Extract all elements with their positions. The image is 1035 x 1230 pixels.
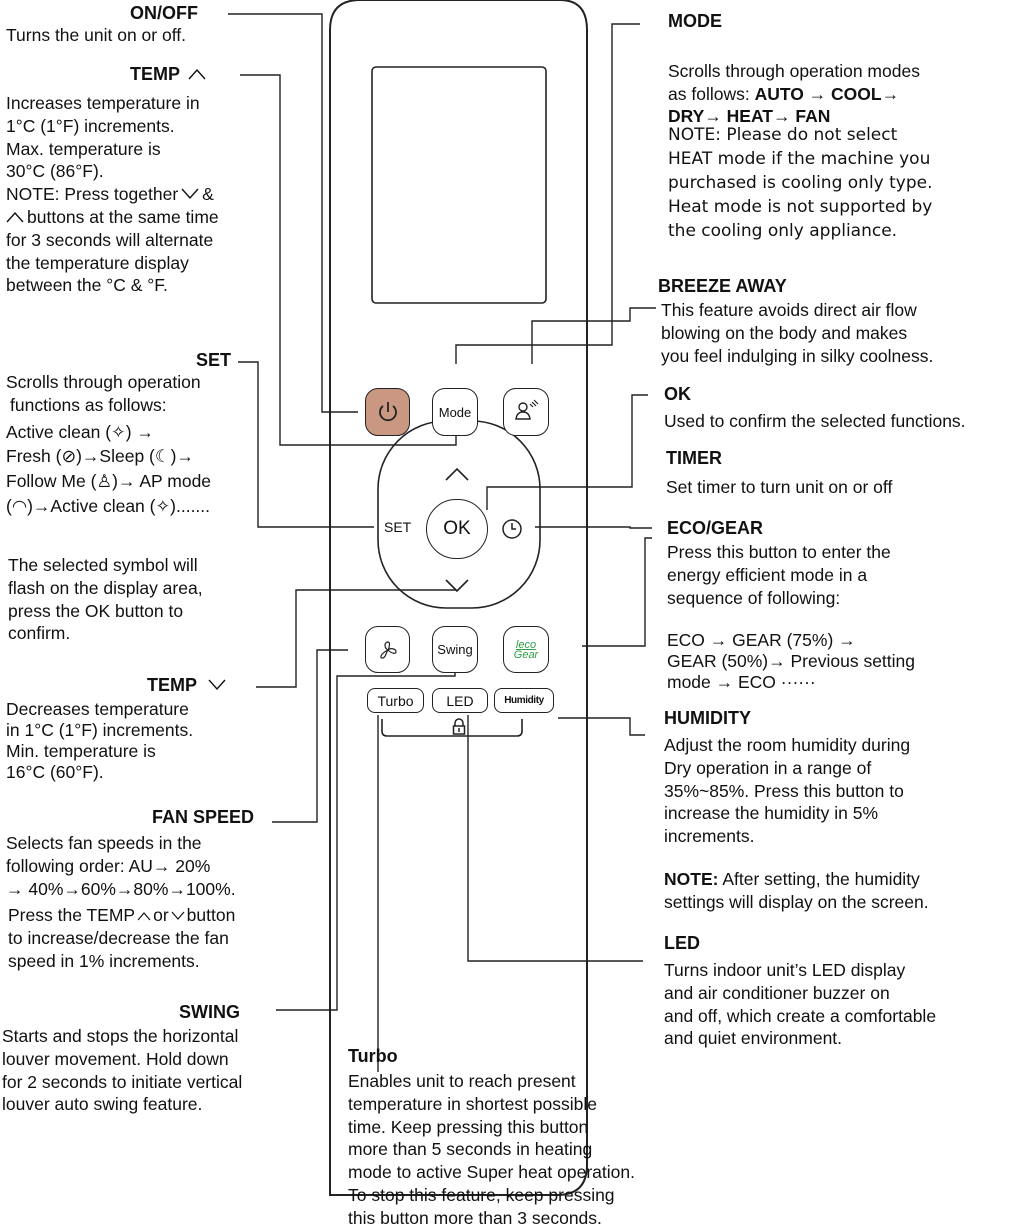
set-note: The selected symbol will flash on the display area, press the OK button to confirm.: [8, 555, 203, 644]
onoff-text: Turns the unit on or off.: [6, 25, 186, 45]
breeze-away-button[interactable]: [503, 388, 549, 436]
active-clean-icon: ✧: [111, 421, 126, 442]
breeze-text: This feature avoids direct air flow blowing on the body and makes you feel indulging in silky coolness.: [661, 300, 934, 366]
arrow-down-icon[interactable]: [444, 578, 470, 594]
timer-clock-icon[interactable]: [500, 517, 524, 541]
ok-title: OK: [664, 384, 691, 404]
mode-button[interactable]: [432, 388, 478, 436]
fan-speed-note: [8, 904, 235, 972]
set-line: (◠)→Active clean (✧).......: [6, 495, 211, 516]
temp-up-title: [130, 64, 206, 85]
mode-sequence-1: AUTO → COOL→: [754, 83, 900, 104]
arrow-up-icon: [137, 911, 151, 921]
humidity-button[interactable]: [494, 688, 554, 713]
leader-swing: [276, 668, 455, 1010]
fan-icon: [376, 638, 400, 662]
remote-body: [330, 0, 587, 1195]
temp-up-line: 30°C (86°F).: [6, 161, 104, 182]
led-button-label: LED: [446, 692, 474, 709]
temp-up-line: for 3 seconds will alternate: [6, 229, 214, 250]
onoff-title: ON/OFF: [130, 3, 198, 23]
power-button[interactable]: [365, 388, 410, 436]
arrow-up-icon: [6, 211, 24, 223]
temp-up-line: Increases temperature in: [6, 93, 200, 113]
fresh-icon: ⊘: [61, 446, 77, 467]
eco-text: Press this button to enter the energy efficient mode in a sequence of following:: [667, 542, 891, 608]
leader-mode: [456, 24, 640, 364]
breeze-away-icon: [511, 397, 541, 427]
temp-up-line: the temperature display: [6, 252, 189, 273]
set-button[interactable]: SET: [384, 519, 412, 535]
set-line: Scrolls through operation: [6, 372, 201, 392]
temp-up-line: NOTE: Press together &: [6, 184, 214, 205]
turbo-title: Turbo: [348, 1046, 398, 1066]
swing-text: Starts and stops the horizontal louver movement. Hold down for 2 seconds to initiate vertical louver auto swing feature.: [2, 1026, 243, 1115]
eco-gear-button[interactable]: [503, 626, 549, 673]
arrow-up-icon[interactable]: [444, 466, 470, 482]
mode-note: NOTE: Please do not select HEAT mode if the machine you purchased is cooling only type. Heat mode is not supported by the cooling only appliance.: [668, 125, 933, 241]
timer-title: TIMER: [666, 448, 722, 468]
arrow-down-icon: [171, 911, 185, 921]
leader-timer: [535, 527, 652, 528]
fan-speed-note-rest: to increase/decrease the fan speed in 1% increments.: [8, 927, 229, 971]
turbo-button-label: Turbo: [377, 692, 414, 709]
mode-sequence-2: DRY→ HEAT→ FAN: [668, 106, 831, 127]
set-line: functions as follows:: [10, 394, 167, 415]
ok-button-label: OK: [443, 518, 471, 539]
power-icon: [375, 399, 401, 425]
humidity-text: Adjust the room humidity during Dry operation in a range of 35%~85%. Press this button to increase the humidity in 5% increments.: [664, 735, 911, 847]
leader-temp-up: [240, 75, 456, 445]
breeze-title: BREEZE AWAY: [658, 276, 787, 296]
swing-button-label: Swing: [437, 642, 473, 657]
leader-eco: [582, 538, 652, 646]
set-text: [6, 371, 211, 518]
swing-title: SWING: [179, 1002, 240, 1022]
lock-icon: [451, 718, 467, 736]
leader-humidity: [558, 718, 645, 735]
temp-up-title-label: TEMP: [130, 64, 180, 84]
swing-button[interactable]: [432, 626, 478, 673]
humidity-button-label: Humidity: [504, 695, 544, 706]
mode-title: MODE: [668, 11, 722, 31]
timer-text: Set timer to turn unit on or off: [666, 477, 893, 497]
humidity-title: HUMIDITY: [664, 708, 751, 728]
leader-led: [468, 715, 643, 961]
temp-up-text: [6, 92, 219, 297]
led-text: Turns indoor unit’s LED display and air conditioner buzzer on and off, which create a comfortable and quiet environment.: [664, 960, 937, 1049]
eco-label: leco: [515, 638, 537, 651]
eco-sequence: ECO → GEAR (75%) → GEAR (50%)→ Previous setting mode → ECO ······: [667, 630, 916, 692]
temp-up-line: buttons at the same time: [6, 206, 219, 229]
temp-up-line: between the °C & °F.: [6, 275, 168, 296]
gear-label: Gear: [513, 648, 539, 661]
wifi-icon: ◠: [11, 495, 28, 516]
ok-text: Used to confirm the selected functions.: [664, 411, 966, 431]
set-line: Active clean (✧) →: [6, 421, 154, 442]
humidity-note-label: NOTE:: [664, 869, 719, 889]
fan-speed-note-line: Press the TEMP or button: [8, 905, 236, 925]
temp-up-line: 1°C (1°F) increments.: [6, 115, 175, 136]
humidity-note: [664, 868, 929, 914]
mode-desc: Scrolls through operation modes as follows:: [668, 60, 920, 104]
active-clean-icon: ✧: [155, 495, 171, 516]
display-window: [372, 67, 546, 303]
set-line: Fresh (⊘)→Sleep (☾)→: [6, 446, 194, 467]
led-title: LED: [664, 933, 700, 953]
turbo-text: Enables unit to reach present temperature in shortest possible time. Keep pressing this button more than 5 seconds in heating mode to active Super heat operation. To stop this feature, keep pressing this button more than 3 seconds.: [348, 1071, 635, 1228]
temp-up-line: Max. temperature is: [6, 138, 161, 159]
temp-down-title: [147, 675, 226, 696]
arrow-up-icon: [188, 68, 206, 80]
arrow-down-icon: [208, 679, 226, 691]
temp-down-title-label: TEMP: [147, 675, 197, 695]
temp-down-text: Decreases temperature in 1°C (1°F) increments. Min. temperature is 16°C (60°F).: [6, 699, 194, 782]
fan-speed-text: Selects fan speeds in the following order: AU→ 20% → 40%→60%→80%→100%.: [6, 833, 236, 899]
sleep-icon: ☾: [154, 446, 171, 467]
set-line: Follow Me (♙)→ AP mode: [6, 471, 212, 492]
arrow-down-icon: [181, 188, 199, 200]
humidity-note-text: After setting, the humidity settings will display on the screen.: [664, 869, 929, 912]
ok-button[interactable]: [426, 499, 488, 559]
set-title: SET: [196, 350, 232, 370]
mode-button-label: Mode: [438, 404, 472, 420]
fan-speed-title: FAN SPEED: [152, 807, 255, 827]
led-button[interactable]: [432, 688, 488, 713]
turbo-button[interactable]: [367, 688, 424, 713]
eco-title: ECO/GEAR: [667, 518, 764, 538]
follow-me-icon: ♙: [96, 471, 113, 492]
leader-onoff: [228, 14, 358, 412]
fan-speed-button[interactable]: [365, 626, 410, 673]
leader-breeze: [532, 308, 656, 364]
